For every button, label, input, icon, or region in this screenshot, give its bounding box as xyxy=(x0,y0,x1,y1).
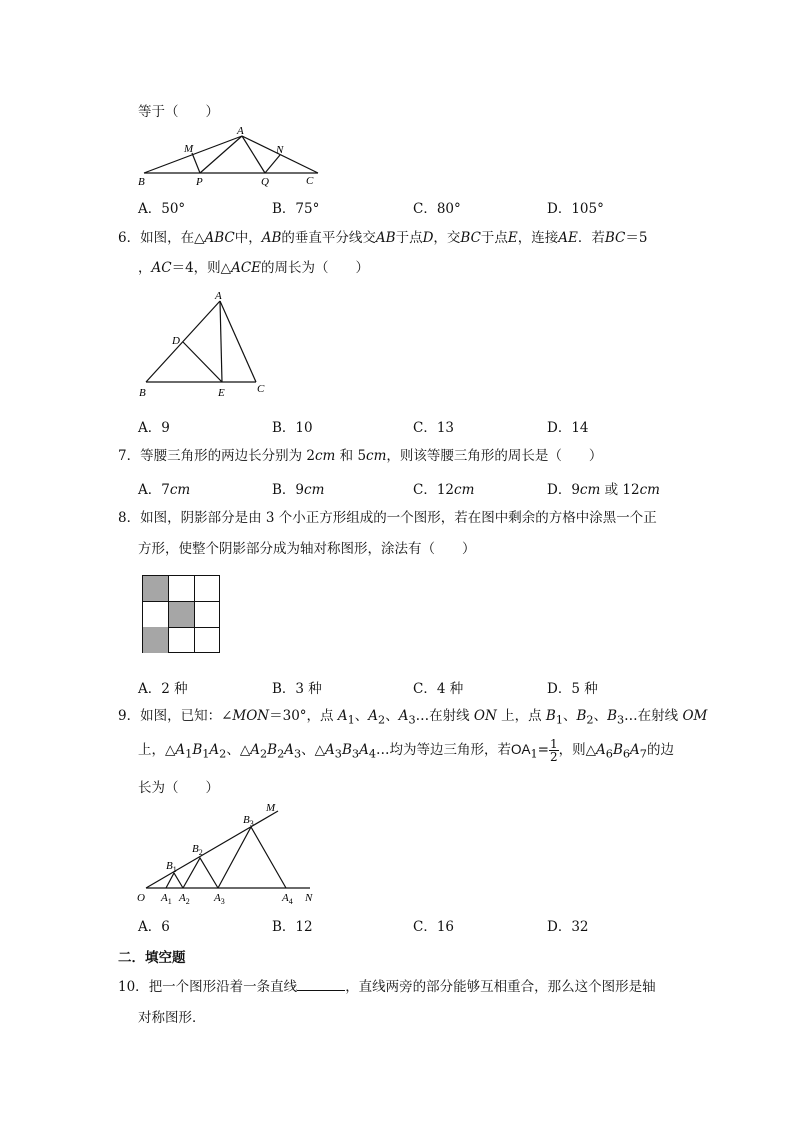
q8-option-a[interactable]: A．2 种 xyxy=(138,681,188,697)
q5-label-b: B xyxy=(138,176,145,188)
q9-label-o: O xyxy=(137,892,145,904)
q8-grid-figure xyxy=(142,575,220,653)
svg-text:B1: $B_1$ xyxy=(166,860,177,874)
q9-option-c[interactable]: C．16 xyxy=(413,919,455,935)
q8-stem-line1: 8．如图，阴影部分是由 3 个小正方形组成的一个图形，若在图中剩余的方格中涂黑一个正 xyxy=(118,510,657,526)
q7-option-c[interactable]: C．12cm xyxy=(413,482,475,498)
q6-label-b: B xyxy=(139,387,146,399)
q9-option-a[interactable]: A．6 xyxy=(138,919,170,935)
q6-label-d: D xyxy=(172,335,180,347)
q9-label-n: N xyxy=(305,892,313,904)
svg-text:A4: $A_4$ xyxy=(282,892,293,906)
grid-cell xyxy=(194,602,220,628)
q9-stem-line1: 9．如图，已知：∠MON＝30°，点 $A_1$、$A_2$、$A_3\dots$在射线 ON 上，点 $B_1$、$B_2$、$B_3\dots$在射线 OM xyxy=(118,708,708,727)
grid-cell xyxy=(169,627,195,653)
q10-answer-blank[interactable] xyxy=(297,976,345,991)
q8-option-d[interactable]: D．5 种 xyxy=(547,681,598,697)
q5-option-d[interactable]: D．105° xyxy=(547,201,604,217)
q6-option-a[interactable]: A．9 xyxy=(138,420,170,436)
q7-stem: 7．等腰三角形的两边长分别为 2cm 和 5cm，则该等腰三角形的周长是（ ） xyxy=(118,448,603,464)
q5-option-b[interactable]: B．75° xyxy=(272,201,320,217)
section-title: 二．填空题 xyxy=(118,950,186,966)
q9-label-m: M xyxy=(266,802,276,814)
q6-stem-line2: ，AC＝4，则△ACE的周长为（ ） xyxy=(138,260,370,276)
q6-label-e: E xyxy=(218,387,225,399)
q5-label-m: M xyxy=(184,143,194,155)
q8-stem-line2: 方形，使整个阴影部分成为轴对称图形，涂法有（ ） xyxy=(138,541,476,557)
q7-option-a[interactable]: A．7cm xyxy=(138,482,191,498)
q6-option-b[interactable]: B．10 xyxy=(272,420,313,436)
q6-label-c: C xyxy=(257,383,265,395)
q7-option-b[interactable]: B．9cm xyxy=(272,482,325,498)
svg-text:A2: $A_2$ xyxy=(179,892,190,906)
q5-option-a[interactable]: A．50° xyxy=(138,201,186,217)
grid-cell-shaded xyxy=(143,576,169,602)
q10-stem-line1: 10．把一个图形沿着一条直线 ，直线两旁的部分能够互相重合，那么这个图形是轴 xyxy=(118,976,656,997)
q5-option-c[interactable]: C．80° xyxy=(413,201,461,217)
grid-cell-shaded xyxy=(169,602,195,628)
grid-cell xyxy=(194,627,220,653)
grid-cell-shaded xyxy=(143,627,169,653)
q9-stem-line2: 上，$\triangle A_1B_1A_2$、$\triangle A_2B_2A_3$、$\triangle A_3B_3A_4\dots$均为等边三角形，若$OA_1=$ $\frac{1}{2}$ ，则$\triangle A_6B_6A_7$的边 xyxy=(138,737,674,764)
q6-figure xyxy=(134,288,274,402)
q9-option-b[interactable]: B．12 xyxy=(272,919,313,935)
svg-text:A1: $A_1$ xyxy=(161,892,172,906)
q9-stem-line3: 长为（ ） xyxy=(138,780,219,796)
q6-option-d[interactable]: D．14 xyxy=(547,420,589,436)
q10-stem-line2: 对称图形． xyxy=(138,1010,206,1026)
q6-stem-line1: 6．如图，在△ABC中，AB的垂直平分线交AB于点D，交BC于点E，连接AE．若BC＝5 xyxy=(118,230,648,246)
q5-label-n: N xyxy=(276,144,284,156)
q5-label-q: Q xyxy=(261,176,269,188)
q8-option-c[interactable]: C．4 种 xyxy=(413,681,464,697)
q9-figure xyxy=(132,798,332,908)
grid-cell xyxy=(169,576,195,602)
svg-text:B2: $B_2$ xyxy=(192,843,203,857)
svg-text:A3: $A_3$ xyxy=(214,892,225,906)
q6-option-c[interactable]: C．13 xyxy=(413,420,455,436)
q9-option-d[interactable]: D．32 xyxy=(547,919,589,935)
q9-fraction: $\frac{1}{2}$ xyxy=(549,737,558,764)
q5-tail-text: 等于（ ） xyxy=(138,104,219,120)
q5-label-p: P xyxy=(196,176,203,188)
q5-figure xyxy=(130,124,330,188)
q6-label-a: A xyxy=(215,290,222,302)
grid-cell xyxy=(194,576,220,602)
q7-option-d[interactable]: D．9cm 或 12cm xyxy=(547,482,660,498)
q5-label-a: A xyxy=(237,125,244,137)
q5-label-c: C xyxy=(306,175,314,187)
svg-text:B3: $B_3$ xyxy=(243,814,254,828)
q8-option-b[interactable]: B．3 种 xyxy=(272,681,322,697)
grid-cell xyxy=(143,602,169,628)
